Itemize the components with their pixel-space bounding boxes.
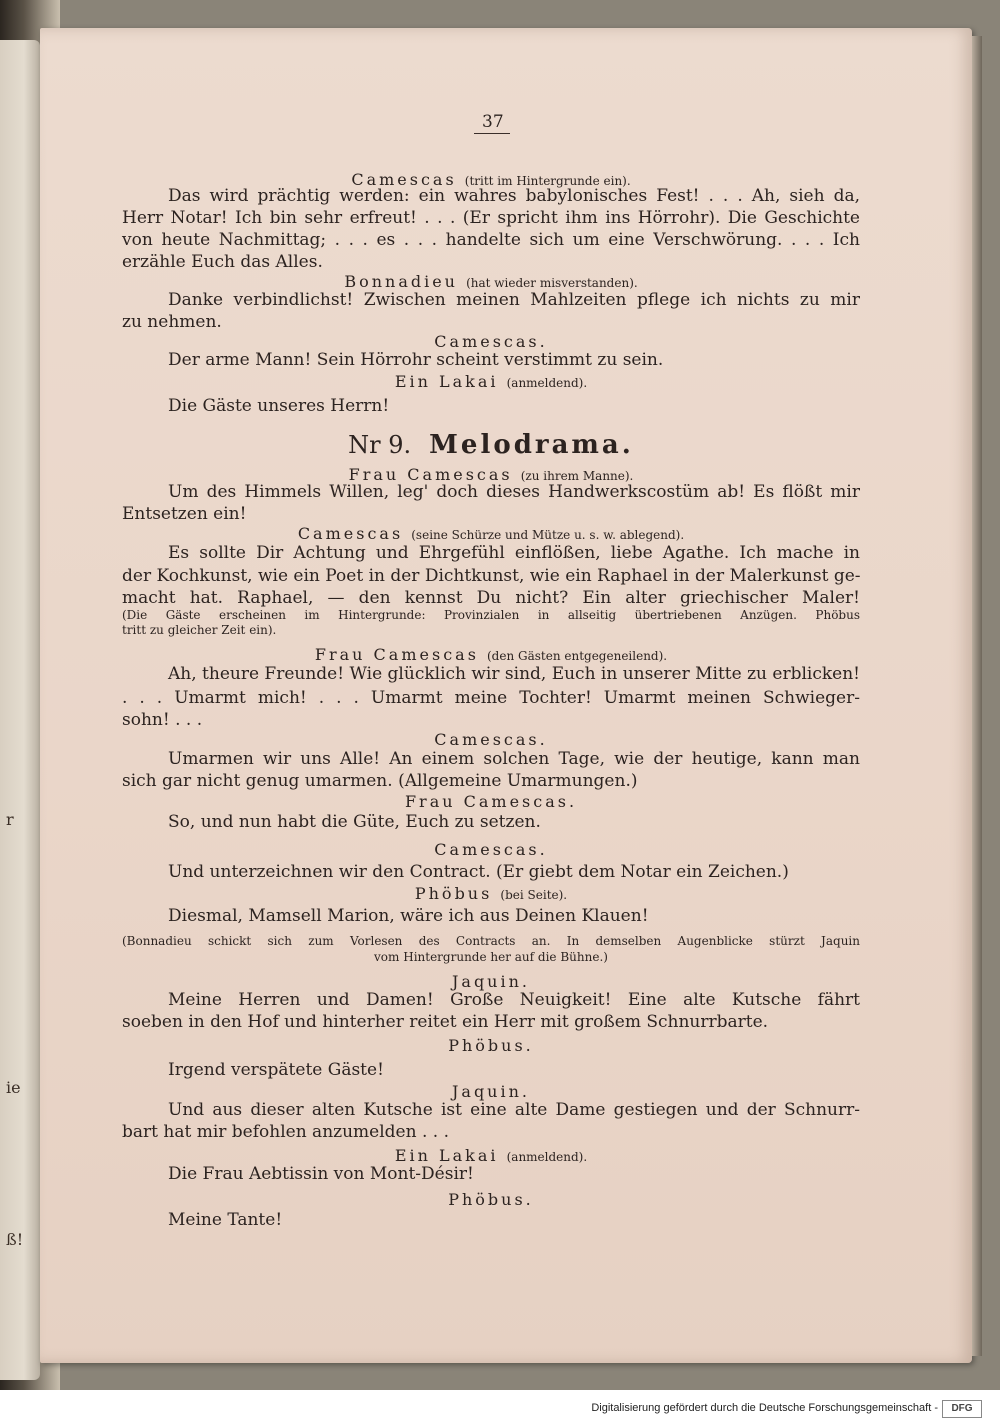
speaker-heading: [122, 645, 860, 664]
dialogue-line: Der arme Mann! Sein Hörrohr scheint verstimmt zu sein.: [168, 350, 664, 370]
speaker-name: Frau Camescas.: [404, 792, 578, 811]
dialogue-line: Ah, theure Freunde! Wie glücklich wir sind, Euch in unserer Mitte zu erblicken!: [168, 664, 861, 684]
speaker-heading: [122, 524, 860, 543]
speaker-name: Frau Camescas: [314, 645, 479, 664]
dialogue-line: Um des Himmels Willen, leg' doch dieses Handwerkscostüm ab! Es flößt mir: [168, 482, 860, 502]
dialogue-line: Danke verbindlichst! Zwischen meinen Mahlzeiten pflege ich nichts zu mir: [168, 290, 860, 310]
speaker-heading: [122, 1036, 860, 1055]
speaker-heading: [122, 972, 860, 991]
dialogue-line: So, und nun habt die Güte, Euch zu setzen.: [168, 812, 541, 832]
margin-glyph: ie: [6, 1078, 21, 1097]
speaker-name: Camescas: [351, 170, 457, 189]
stage-direction: (anmeldend).: [506, 376, 588, 390]
stage-direction: (bei Seite).: [500, 888, 568, 902]
speaker-name: Ein Lakai: [394, 372, 499, 391]
dialogue-line: Meine Tante!: [168, 1210, 283, 1230]
stage-direction: (zu ihrem Manne).: [520, 469, 634, 483]
speaker-heading: [122, 1082, 860, 1101]
speaker-heading: [122, 332, 860, 351]
dialogue-line: sohn! . . .: [122, 710, 203, 730]
stage-direction: (tritt im Hintergrunde ein).: [464, 174, 631, 188]
dialogue-line: sich gar nicht genug umarmen. (Allgemeine Umarmungen.): [122, 771, 638, 791]
section-title: Melodrama.: [429, 430, 634, 460]
speaker-name: Jaquin.: [451, 972, 530, 991]
stage-direction: (anmeldend).: [506, 1150, 588, 1164]
speaker-heading: [122, 884, 860, 903]
margin-glyph: ß!: [6, 1230, 24, 1249]
dialogue-line: zu nehmen.: [122, 312, 222, 332]
speaker-name: Jaquin.: [451, 1082, 530, 1101]
dialogue-line: macht hat. Raphael, — den kennst Du nicht? Ein alter griechischer Maler!: [122, 588, 860, 608]
page-number: 37: [482, 112, 504, 132]
speaker-name: Camescas.: [434, 730, 548, 749]
dialogue-line: Und aus dieser alten Kutsche ist eine alte Dame gestiegen und der Schnurr-: [168, 1100, 860, 1120]
section-number: Nr 9.: [348, 431, 412, 459]
previous-page-edge: [0, 40, 40, 1380]
speaker-name: Phöbus.: [448, 1036, 534, 1055]
speaker-name: Phöbus: [414, 884, 493, 903]
dialogue-line: soeben in den Hof und hinterher reitet ein Herr mit großem Schnurrbarte.: [122, 1012, 769, 1032]
dialogue-line: erzähle Euch das Alles.: [122, 252, 323, 272]
dialogue-line: von heute Nachmittag; . . . es . . . handelte sich um eine Verschwörung. . . . Ich: [122, 230, 860, 250]
stage-direction-line: tritt zu gleicher Zeit ein).: [122, 623, 277, 637]
speaker-heading: [122, 840, 860, 859]
dialogue-line: Und unterzeichnen wir den Contract. (Er giebt dem Notar ein Zeichen.): [168, 862, 789, 882]
stage-direction-line: vom Hintergrunde her auf die Bühne.): [374, 950, 608, 964]
speaker-name: Frau Camescas: [348, 465, 513, 484]
stage-direction-line: (Bonnadieu schickt sich zum Vorlesen des Contracts an. In demselben Augenblicke stürzt Jaquin: [122, 934, 860, 948]
speaker-heading: [122, 1146, 860, 1165]
dialogue-line: bart hat mir befohlen anzumelden . . .: [122, 1122, 449, 1142]
page-number-rule: [474, 133, 510, 134]
dfg-logo: DFG: [942, 1400, 982, 1418]
speaker-heading: [122, 730, 860, 749]
speaker-heading: [122, 272, 860, 291]
speaker-heading: [122, 1190, 860, 1209]
dialogue-line: . . . Umarmt mich! . . . Umarmt meine Tochter! Umarmt meinen Schwieger-: [122, 688, 860, 708]
speaker-name: Bonnadieu: [344, 272, 458, 291]
dialogue-line: Diesmal, Mamsell Marion, wäre ich aus Deinen Klauen!: [168, 906, 649, 926]
stage-direction: (seine Schürze und Mütze u. s. w. ablegend).: [411, 528, 685, 542]
stage-direction-line: (Die Gäste erscheinen im Hintergrunde: Provinzialen in allseitig übertriebenen Anzügen. Phöbus: [122, 608, 860, 622]
speaker-name: Camescas: [297, 524, 404, 543]
dialogue-line: Herr Notar! Ich bin sehr erfreut! . . . (Er spricht ihm ins Hörrohr). Die Geschichte: [122, 208, 860, 228]
stage-direction: (den Gästen entgegeneilend).: [487, 649, 668, 663]
dialogue-line: Es sollte Dir Achtung und Ehrgefühl einflößen, liebe Agathe. Ich mache in: [168, 543, 860, 563]
dialogue-line: Entsetzen ein!: [122, 504, 247, 524]
dialogue-line: Die Frau Aebtissin von Mont-Désir!: [168, 1164, 474, 1184]
dialogue-line: Das wird prächtig werden: ein wahres babylonisches Fest! . . . Ah, sieh da,: [168, 186, 860, 206]
dialogue-line: der Kochkunst, wie ein Poet in der Dichtkunst, wie ein Raphael in der Malerkunst ge-: [122, 566, 861, 586]
speaker-heading: [122, 792, 860, 811]
dialogue-line: Meine Herren und Damen! Große Neuigkeit! Eine alte Kutsche fährt: [168, 990, 860, 1010]
section-heading: [122, 430, 860, 460]
speaker-name: Phöbus.: [448, 1190, 534, 1209]
footer-credit: Digitalisierung gefördert durch die Deutsche Forschungsgemeinschaft -: [591, 1402, 938, 1414]
speaker-name: Ein Lakai: [394, 1146, 499, 1165]
speaker-heading: [122, 372, 860, 391]
stage-direction: (hat wieder misverstanden).: [466, 276, 638, 290]
speaker-name: Camescas.: [434, 840, 548, 859]
speaker-name: Camescas.: [434, 332, 548, 351]
dialogue-line: Irgend verspätete Gäste!: [168, 1060, 384, 1080]
page-right-edge: [972, 36, 982, 1356]
margin-glyph: r: [6, 810, 14, 829]
dialogue-line: Die Gäste unseres Herrn!: [168, 396, 390, 416]
dialogue-line: Umarmen wir uns Alle! An einem solchen Tage, wie der heutige, kann man: [168, 749, 860, 769]
